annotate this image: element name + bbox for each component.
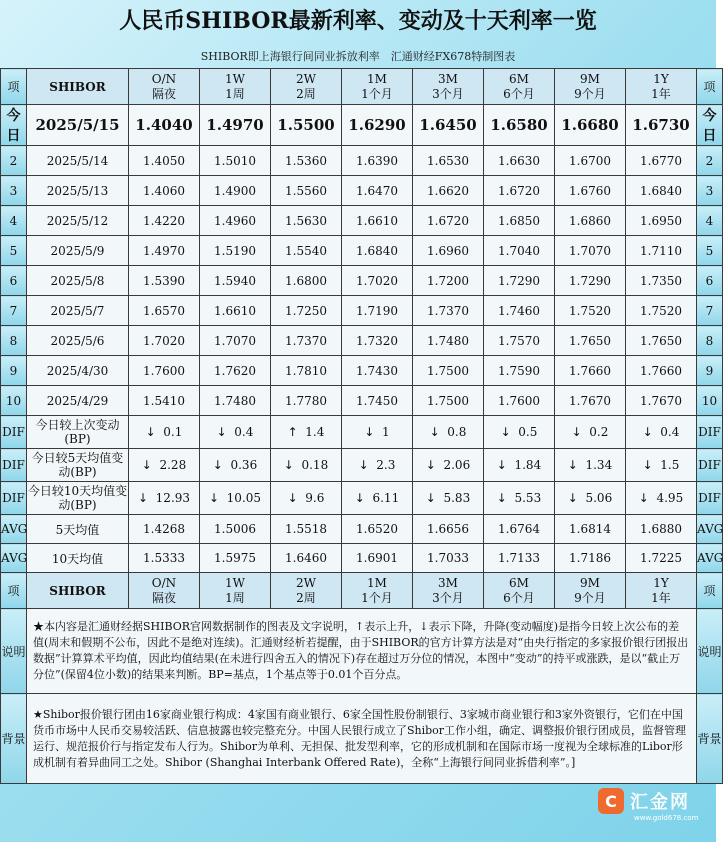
column-code: 1Y (653, 575, 669, 590)
arrow-down-icon: ↓ (429, 425, 440, 439)
change-label: 今日较10天均值变动(BP) (27, 482, 129, 515)
change-value: 1.4 (305, 425, 325, 439)
rate-cell: 1.7370 (271, 326, 342, 356)
rate-cell: 1.5010 (200, 146, 271, 176)
background-row (1, 694, 723, 784)
column-name: 6个月 (503, 590, 535, 605)
arrow-down-icon: ↓ (216, 425, 227, 439)
change-value: 4.95 (656, 491, 684, 505)
avg-cell: 1.6901 (342, 544, 413, 573)
change-value: 1.5 (660, 458, 680, 472)
column-header (555, 573, 626, 609)
arrow-down-icon: ↓ (137, 491, 149, 505)
rate-cell: 1.7500 (413, 386, 484, 416)
rate-cell: 1.7020 (342, 266, 413, 296)
change-side-label-right: DIF (697, 449, 723, 482)
rate-cell: 1.6470 (342, 176, 413, 206)
row-index-right: 5 (697, 236, 723, 266)
history-row (1, 356, 723, 386)
history-row (1, 266, 723, 296)
column-name: 1年 (651, 590, 671, 605)
rate-cell: 1.7070 (555, 236, 626, 266)
column-header (484, 573, 555, 609)
arrow-down-icon: ↓ (425, 458, 436, 472)
avg-side-label-right: AVG (697, 544, 723, 573)
site-logo (598, 788, 690, 814)
rate-cell: 1.4900 (200, 176, 271, 206)
change-value: 1.84 (514, 458, 542, 472)
arrow-down-icon: ↓ (496, 458, 507, 472)
change-cell (626, 482, 697, 515)
page-title: 人民币SHIBOR最新利率、变动及十天利率一览 (119, 8, 597, 34)
column-code: 1M (367, 71, 387, 86)
column-code: 9M (580, 71, 600, 86)
column-header (555, 69, 626, 105)
rate-cell: 1.7670 (626, 386, 697, 416)
avg-cell: 1.5333 (129, 544, 200, 573)
row-index: 10 (1, 386, 27, 416)
arrow-down-icon: ↓ (364, 425, 375, 439)
rate-cell: 1.6390 (342, 146, 413, 176)
rate-cell: 1.6700 (555, 146, 626, 176)
column-header (271, 573, 342, 609)
side-header-left: 项 (1, 69, 27, 105)
change-row (1, 482, 723, 515)
change-cell (555, 482, 626, 515)
arrow-down-icon: ↓ (141, 458, 152, 472)
avg-cell: 1.6814 (555, 515, 626, 544)
row-date: 2025/5/7 (27, 296, 129, 326)
rate-cell: 1.5190 (200, 236, 271, 266)
history-row (1, 206, 723, 236)
column-code: O/N (151, 575, 177, 590)
row-index: 2 (1, 146, 27, 176)
rate-cell: 1.6530 (413, 146, 484, 176)
avg-cell: 1.6880 (626, 515, 697, 544)
row-index: 3 (1, 176, 27, 206)
change-cell (129, 482, 200, 515)
rate-cell: 1.6850 (484, 206, 555, 236)
change-cell (129, 449, 200, 482)
column-header (200, 69, 271, 105)
change-value: 10.05 (226, 491, 262, 505)
explain-row (1, 609, 723, 694)
avg-cell: 1.5518 (271, 515, 342, 544)
column-name: 6个月 (503, 86, 535, 101)
change-cell (342, 482, 413, 515)
side-header-left: 项 (1, 573, 27, 609)
change-value: 0.18 (301, 458, 329, 472)
corner-label: SHIBOR (27, 69, 129, 105)
column-name: 1周 (225, 86, 245, 101)
arrow-down-icon: ↓ (642, 425, 653, 439)
arrow-down-icon: ↓ (500, 425, 511, 439)
avg-cell: 1.4268 (129, 515, 200, 544)
change-cell (200, 482, 271, 515)
arrow-down-icon: ↓ (208, 491, 220, 505)
page-subtitle: SHIBOR即上海银行间同业拆放利率 汇通财经FX678特制图表 (200, 50, 516, 63)
history-row (1, 326, 723, 356)
arrow-down-icon: ↓ (567, 458, 578, 472)
avg-side-label: AVG (1, 544, 27, 573)
change-value: 9.6 (305, 491, 325, 505)
row-index: 8 (1, 326, 27, 356)
change-row (1, 449, 723, 482)
rate-cell: 1.7660 (626, 356, 697, 386)
rate-cell: 1.7650 (626, 326, 697, 356)
row-index: 6 (1, 266, 27, 296)
column-code: O/N (151, 71, 177, 86)
rate-cell: 1.7370 (413, 296, 484, 326)
avg-cell: 1.7225 (626, 544, 697, 573)
column-code: 3M (438, 575, 458, 590)
rate-cell: 1.7070 (200, 326, 271, 356)
corner-label: SHIBOR (27, 573, 129, 609)
row-date: 2025/5/6 (27, 326, 129, 356)
today-row (1, 105, 723, 146)
avg-cell: 1.5006 (200, 515, 271, 544)
row-date: 2025/5/8 (27, 266, 129, 296)
avg-cell: 1.6520 (342, 515, 413, 544)
change-value: 0.4 (660, 425, 680, 439)
row-index-right: 3 (697, 176, 723, 206)
row-date: 2025/5/15 (27, 105, 129, 146)
change-value: 2.3 (376, 458, 396, 472)
rate-cell: 1.5630 (271, 206, 342, 236)
rate-cell: 1.6950 (626, 206, 697, 236)
column-code: 2W (296, 71, 316, 86)
rate-cell: 1.7480 (200, 386, 271, 416)
change-value: 2.28 (159, 458, 187, 472)
rate-cell: 1.6800 (271, 266, 342, 296)
row-index-right: 今日 (697, 105, 723, 146)
change-value: 2.06 (443, 458, 471, 472)
average-row (1, 544, 723, 573)
change-value: 1.34 (585, 458, 613, 472)
avg-label: 5天均值 (27, 515, 129, 544)
change-side-label-right: DIF (697, 416, 723, 449)
table-header-bottom (1, 573, 723, 609)
change-cell (342, 449, 413, 482)
change-cell (555, 416, 626, 449)
rate-cell: 1.7520 (555, 296, 626, 326)
column-header (271, 69, 342, 105)
change-side-label: DIF (1, 449, 27, 482)
arrow-down-icon: ↓ (145, 425, 156, 439)
row-index-right: 4 (697, 206, 723, 236)
change-value: 5.53 (514, 491, 542, 505)
change-side-label: DIF (1, 416, 27, 449)
rate-cell: 1.7570 (484, 326, 555, 356)
change-value: 0.36 (230, 458, 258, 472)
change-cell (484, 416, 555, 449)
rate-cell: 1.7020 (129, 326, 200, 356)
column-header (129, 573, 200, 609)
background-side-right: 背景 (697, 694, 723, 784)
background-side: 背景 (1, 694, 27, 784)
change-cell (555, 449, 626, 482)
avg-cell: 1.7186 (555, 544, 626, 573)
row-date: 2025/4/30 (27, 356, 129, 386)
average-row (1, 515, 723, 544)
rate-cell: 1.6760 (555, 176, 626, 206)
history-row (1, 296, 723, 326)
row-index-right: 10 (697, 386, 723, 416)
rate-cell: 1.7660 (555, 356, 626, 386)
rate-cell: 1.7650 (555, 326, 626, 356)
rate-cell: 1.7350 (626, 266, 697, 296)
rate-cell: 1.7590 (484, 356, 555, 386)
avg-side-label-right: AVG (697, 515, 723, 544)
arrow-down-icon: ↓ (567, 491, 578, 505)
change-cell (626, 416, 697, 449)
column-header (200, 573, 271, 609)
column-name: 隔夜 (151, 590, 176, 605)
column-name: 9个月 (574, 590, 606, 605)
column-code: 3M (438, 71, 458, 86)
change-side-label: DIF (1, 482, 27, 515)
row-index: 7 (1, 296, 27, 326)
explain-side-right: 说明 (697, 609, 723, 694)
table-header-top (1, 69, 723, 105)
logo-url: www.gold678.com (634, 814, 699, 822)
arrow-down-icon: ↓ (496, 491, 507, 505)
arrow-down-icon: ↓ (354, 491, 365, 505)
rate-cell: 1.4970 (200, 105, 271, 146)
rate-cell: 1.5940 (200, 266, 271, 296)
column-code: 2W (296, 575, 316, 590)
change-cell (413, 416, 484, 449)
rate-cell: 1.7500 (413, 356, 484, 386)
rate-cell: 1.4970 (129, 236, 200, 266)
rate-cell: 1.4060 (129, 176, 200, 206)
avg-cell: 1.7133 (484, 544, 555, 573)
rate-cell: 1.7450 (342, 386, 413, 416)
rate-cell: 1.7780 (271, 386, 342, 416)
column-header (342, 69, 413, 105)
rate-cell: 1.7600 (484, 386, 555, 416)
change-value: 5.06 (585, 491, 613, 505)
rate-cell: 1.6680 (555, 105, 626, 146)
arrow-up-icon: ↑ (287, 425, 298, 439)
change-cell (271, 416, 342, 449)
row-index: 4 (1, 206, 27, 236)
change-cell (484, 449, 555, 482)
rate-cell: 1.5390 (129, 266, 200, 296)
column-name: 1年 (651, 86, 671, 101)
rate-cell: 1.6610 (342, 206, 413, 236)
explain-text: ★本内容是汇通财经据SHIBOR官网数据制作的图表及文字说明，↑表示上升，↓表示下降，升降(变动幅度)是指今日较上次公布的差值(周末和假期不公布，因此不是绝对连续)。汇通财经析若提醒，由于SHIBOR的官方计算方法是对“由央行指定的多家报价银行团报出数据”计算算术平均值，因此均值结果(在未进行四舍五入的情况下)存在超过万分位的情况，本图中“变动”的持平或涨跌，是以“截止万分位”(保留4位小数)的结果来判断。BP=基点，1个基点等于0.01个百分点。 (27, 609, 697, 694)
rate-cell: 1.6960 (413, 236, 484, 266)
rate-cell: 1.4040 (129, 105, 200, 146)
logo-text: 汇金网 (630, 792, 690, 813)
row-index-right: 2 (697, 146, 723, 176)
avg-side-label: AVG (1, 515, 27, 544)
rate-cell: 1.4220 (129, 206, 200, 236)
avg-cell: 1.6460 (271, 544, 342, 573)
column-code: 6M (509, 575, 529, 590)
rate-cell: 1.6860 (555, 206, 626, 236)
column-name: 3个月 (432, 590, 464, 605)
change-value: 0.8 (447, 425, 467, 439)
row-index: 今日 (1, 105, 27, 146)
column-code: 9M (580, 575, 600, 590)
change-value: 6.11 (372, 491, 400, 505)
change-cell (626, 449, 697, 482)
change-label: 今日较上次变动(BP) (27, 416, 129, 449)
change-cell (200, 416, 271, 449)
history-row (1, 236, 723, 266)
rate-cell: 1.7670 (555, 386, 626, 416)
column-header (342, 573, 413, 609)
change-value: 5.83 (443, 491, 471, 505)
change-cell (271, 482, 342, 515)
column-header (626, 573, 697, 609)
avg-cell: 1.6656 (413, 515, 484, 544)
column-code: 1W (225, 575, 245, 590)
column-header (626, 69, 697, 105)
explain-side: 说明 (1, 609, 27, 694)
rate-cell: 1.6290 (342, 105, 413, 146)
rate-cell: 1.5560 (271, 176, 342, 206)
row-date: 2025/5/14 (27, 146, 129, 176)
change-value: 0.4 (234, 425, 254, 439)
row-date: 2025/4/29 (27, 386, 129, 416)
arrow-down-icon: ↓ (283, 458, 294, 472)
change-cell (129, 416, 200, 449)
rate-cell: 1.6840 (626, 176, 697, 206)
change-cell (413, 449, 484, 482)
change-side-label-right: DIF (697, 482, 723, 515)
rate-cell: 1.7430 (342, 356, 413, 386)
rate-cell: 1.6840 (342, 236, 413, 266)
change-value: 12.93 (155, 491, 191, 505)
rate-cell: 1.7600 (129, 356, 200, 386)
rate-cell: 1.6620 (413, 176, 484, 206)
change-value: 0.2 (589, 425, 609, 439)
rate-cell: 1.6580 (484, 105, 555, 146)
rate-cell: 1.6720 (484, 176, 555, 206)
row-index-right: 6 (697, 266, 723, 296)
change-cell (342, 416, 413, 449)
row-index: 9 (1, 356, 27, 386)
background-text: ★Shibor报价银行团由16家商业银行构成：4家国有商业银行、6家全国性股份制银行、3家城市商业银行和3家外资银行，它们在中国货币市场中人民币交易较活跃、信息披露也较完整充分。中国人民银行成立了Shibor工作小组，确定、调整报价银行团成员，监督管理运行、规范报价行与指定发布人行为。Shibor为单利、无担保、批发型利率，它的形成机制和在国际市场一度视为全球标准的Libor形成机制有着异曲同工之处。Shibor (Shanghai Interbank Offered Rate)，全称“上海银行间同业拆借利率”。] (27, 694, 697, 784)
change-cell (413, 482, 484, 515)
column-name: 2周 (296, 86, 316, 101)
change-label: 今日较5天均值变动(BP) (27, 449, 129, 482)
column-code: 6M (509, 71, 529, 86)
rate-cell: 1.6570 (129, 296, 200, 326)
rate-cell: 1.7810 (271, 356, 342, 386)
rate-cell: 1.7200 (413, 266, 484, 296)
arrow-down-icon: ↓ (638, 491, 649, 505)
history-row (1, 176, 723, 206)
column-code: 1W (225, 71, 245, 86)
rate-cell: 1.4050 (129, 146, 200, 176)
avg-label: 10天均值 (27, 544, 129, 573)
rate-cell: 1.7110 (626, 236, 697, 266)
column-name: 1个月 (361, 590, 393, 605)
arrow-down-icon: ↓ (287, 491, 298, 505)
rate-cell: 1.5360 (271, 146, 342, 176)
arrow-down-icon: ↓ (642, 458, 653, 472)
rate-cell: 1.6630 (484, 146, 555, 176)
rate-cell: 1.6610 (200, 296, 271, 326)
column-header (413, 573, 484, 609)
side-header-right: 项 (697, 69, 723, 105)
arrow-down-icon: ↓ (358, 458, 369, 472)
column-name: 3个月 (432, 86, 464, 101)
rate-cell: 1.7190 (342, 296, 413, 326)
rate-cell: 1.5410 (129, 386, 200, 416)
rate-cell: 1.7320 (342, 326, 413, 356)
rate-cell: 1.7480 (413, 326, 484, 356)
rate-cell: 1.6720 (413, 206, 484, 236)
change-cell (484, 482, 555, 515)
rate-cell: 1.7460 (484, 296, 555, 326)
row-date: 2025/5/12 (27, 206, 129, 236)
shibor-table (0, 68, 723, 784)
change-cell (200, 449, 271, 482)
rate-cell: 1.5540 (271, 236, 342, 266)
column-code: 1Y (653, 71, 669, 86)
history-row (1, 386, 723, 416)
history-row (1, 146, 723, 176)
column-header (484, 69, 555, 105)
rate-cell: 1.7290 (555, 266, 626, 296)
arrow-down-icon: ↓ (425, 491, 436, 505)
rate-cell: 1.6730 (626, 105, 697, 146)
column-header (129, 69, 200, 105)
rate-cell: 1.7040 (484, 236, 555, 266)
avg-cell: 1.7033 (413, 544, 484, 573)
arrow-down-icon: ↓ (212, 458, 223, 472)
rate-cell: 1.4960 (200, 206, 271, 236)
rate-cell: 1.7620 (200, 356, 271, 386)
rate-cell: 1.7250 (271, 296, 342, 326)
change-row (1, 416, 723, 449)
row-index-right: 8 (697, 326, 723, 356)
row-index-right: 7 (697, 296, 723, 326)
avg-cell: 1.5975 (200, 544, 271, 573)
column-name: 2周 (296, 590, 316, 605)
change-value: 0.5 (518, 425, 538, 439)
logo-icon: C (598, 788, 624, 814)
column-code: 1M (367, 575, 387, 590)
column-name: 1个月 (361, 86, 393, 101)
column-name: 1周 (225, 590, 245, 605)
column-name: 隔夜 (151, 86, 176, 101)
avg-cell: 1.6764 (484, 515, 555, 544)
row-date: 2025/5/13 (27, 176, 129, 206)
rate-cell: 1.7290 (484, 266, 555, 296)
rate-cell: 1.7520 (626, 296, 697, 326)
column-header (413, 69, 484, 105)
column-name: 9个月 (574, 86, 606, 101)
row-index: 5 (1, 236, 27, 266)
change-value: 0.1 (163, 425, 183, 439)
change-value: 1 (382, 425, 390, 439)
row-index-right: 9 (697, 356, 723, 386)
rate-cell: 1.6450 (413, 105, 484, 146)
row-date: 2025/5/9 (27, 236, 129, 266)
change-cell (271, 449, 342, 482)
rate-cell: 1.5500 (271, 105, 342, 146)
side-header-right: 项 (697, 573, 723, 609)
rate-cell: 1.6770 (626, 146, 697, 176)
arrow-down-icon: ↓ (571, 425, 582, 439)
